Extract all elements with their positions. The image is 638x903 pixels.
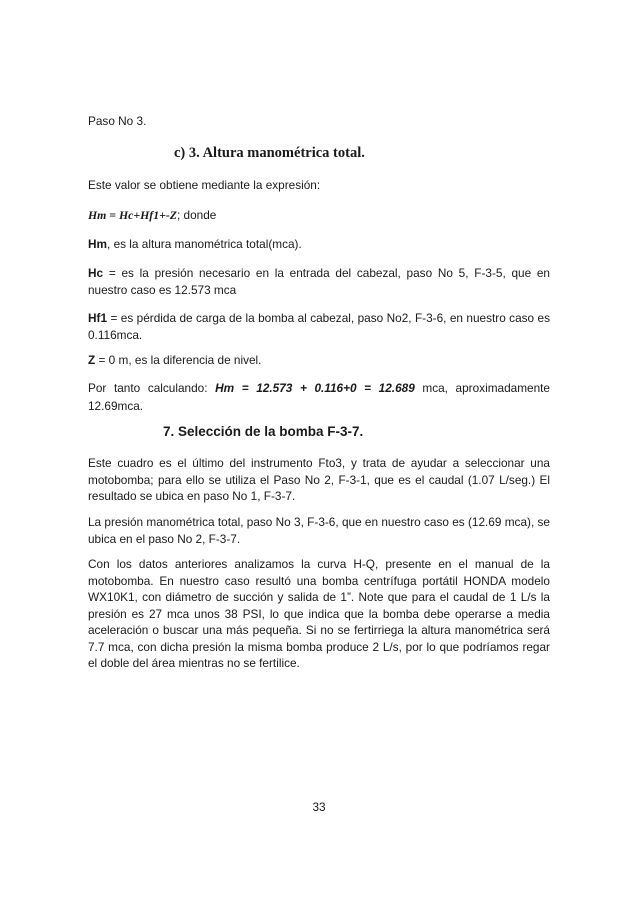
calculation-tail: mca, aproximadamente 12.69mca.: [88, 381, 550, 413]
paragraph-pressure: La presión manométrica total, paso No 3, F-3-6, que en nuestro caso es (12.69 mca), se ubica en el paso No 2, F-3-7.: [88, 515, 550, 546]
definition-hm: [88, 236, 550, 253]
term-hm: Hm: [88, 237, 108, 251]
section-heading-7: 7. Selección de la bomba F-3-7.: [163, 424, 364, 439]
definition-z-text: = 0 m, es la diferencia de nivel.: [95, 353, 262, 367]
paragraph-selection-intro: Este cuadro es el último del instrumento Fto3, y trata de ayudar a seleccionar una motobomba; para ello se utiliza el Paso No 2, F-3-1, que es el caudal (1.07 L/seg.) El resultado se ubica en paso No 1, F-3-7.: [88, 456, 550, 503]
definition-hc: [88, 265, 550, 298]
page-number: 33: [312, 800, 326, 814]
definition-hf1-text: = es pérdida de carga de la bomba al cabezal, paso No2, F-3-6, en nuestro caso es 0.116mca.: [88, 311, 550, 342]
term-hc: Hc: [88, 266, 104, 280]
calculation-paragraph: [88, 380, 550, 415]
paragraph-hq-curve: Con los datos anteriores analizamos la curva H-Q, presente en el manual de la motobomba. En nuestro caso resultó una bomba centrífuga portátil HONDA modelo WX10K1, con diámetro de succión y salida de 1”. Note que para el caudal de 1 L/s la presión es 27 mca unos 38 PSI, lo que indica que la bomba debe operarse a media aceleración o buscar una más pequeña. Si no se fertirriega la altura manométrica será 7.7 mca, con dicha presión la misma bomba produce 2 L/s, por lo que podríamos regar el doble del área mientras no se fertilice.: [88, 557, 550, 670]
calculation-lead: Por tanto calculando:: [88, 381, 216, 395]
term-z: Z: [88, 353, 96, 367]
section-heading-c: c) 3. Altura manométrica total.: [174, 145, 365, 161]
definition-hm-text: , es la altura manométrica total(mca).: [107, 237, 302, 251]
formula-line: [88, 207, 550, 224]
calculation-expression: Hm = 12.573 + 0.116+0 = 12.689: [215, 381, 415, 395]
formula-suffix: ; donde: [176, 208, 217, 222]
step-label: Paso No 3.: [88, 114, 147, 128]
intro-text: Este valor se obtiene mediante la expresión:: [88, 178, 321, 192]
definition-hf1: [88, 310, 550, 343]
formula-expression: Hm = Hc+Hf1+-Z: [88, 208, 177, 222]
term-hf1: Hf1: [88, 311, 108, 325]
definition-z: [88, 352, 550, 369]
definition-hc-text: = es la presión necesario en la entrada del cabezal, paso No 5, F-3-5, que en nuestro caso es 12.573 mca: [88, 266, 550, 297]
